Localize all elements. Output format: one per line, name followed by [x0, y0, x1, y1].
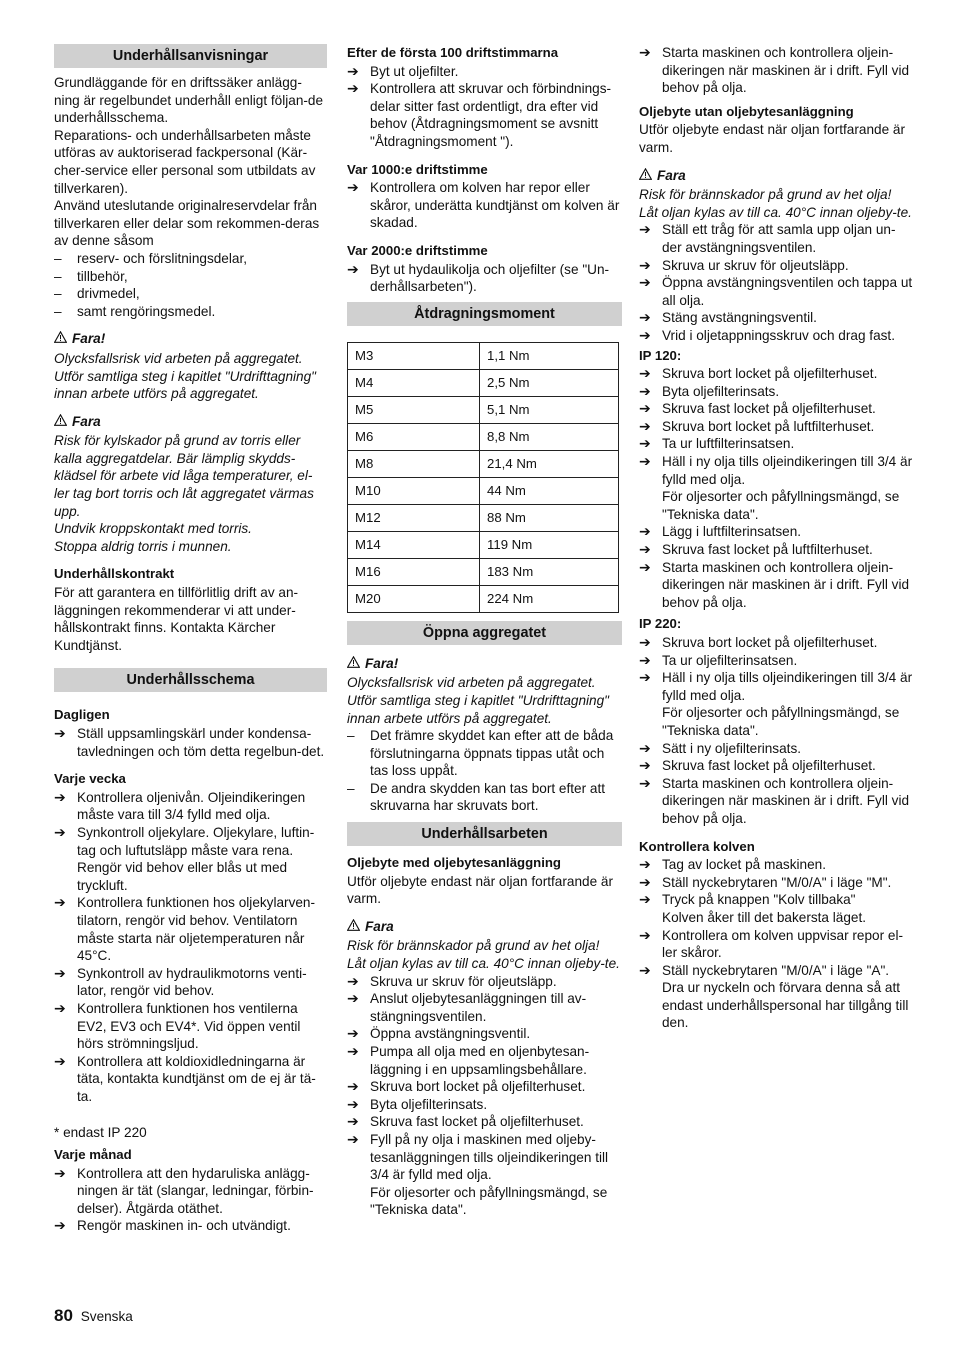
table-row — [348, 531, 619, 558]
warning-title: Fara — [657, 167, 686, 183]
arrow-right-icon: ➔ — [639, 739, 651, 756]
arrow-list-item: ➔ Skruva fast locket på oljefilterhuset. — [639, 757, 876, 774]
arrow-right-icon: ➔ — [347, 179, 359, 196]
oil-change-without-steps — [639, 221, 914, 344]
arrow-right-icon: ➔ — [639, 856, 651, 873]
arrow-right-icon: ➔ — [639, 326, 651, 343]
warning-title: Fara — [365, 918, 394, 934]
warning-icon — [639, 167, 657, 185]
subheading-contract: Underhållskontrakt — [54, 566, 175, 582]
arrow-right-icon: ➔ — [54, 1164, 66, 1181]
warning-heading — [54, 330, 327, 348]
arrow-right-icon: ➔ — [639, 382, 651, 399]
ip220-steps-a — [639, 634, 914, 704]
paragraph: Undvik kroppskontakt med torris. — [54, 521, 252, 537]
arrow-right-icon: ➔ — [639, 435, 651, 452]
arrow-list-item: ➔ Ställ ett tråg för att samla upp oljan un-der avstängningsventilen. — [639, 221, 896, 255]
warning-heading — [54, 413, 327, 431]
torque-table — [347, 342, 619, 613]
arrow-right-icon: ➔ — [639, 44, 651, 60]
table-row — [348, 477, 619, 504]
footnote: * endast IP 220 — [54, 1125, 147, 1141]
arrow-right-icon: ➔ — [54, 823, 66, 840]
thread-size-cell: M16 — [348, 558, 480, 585]
arrow-right-icon: ➔ — [54, 894, 66, 911]
dash-list-item: – reserv- och förslitningsdelar, — [54, 250, 327, 268]
daily-list — [54, 725, 327, 760]
warning-icon — [347, 918, 365, 936]
thread-size-cell: M6 — [348, 423, 480, 450]
arrow-list-item: ➔ Byta oljefilterinsats. — [639, 382, 780, 399]
warning-heading — [347, 655, 622, 673]
arrow-list-item: ➔ Skruva ur skruv för oljeutsläpp. — [347, 972, 557, 989]
h1000-list — [347, 179, 622, 232]
paragraph: Använd uteslutande originalreservdelar från tillverkaren eller delar som rekommen-deras av denne såsom — [54, 198, 320, 249]
arrow-right-icon: ➔ — [639, 309, 651, 326]
arrow-list-item: ➔ Ta ur oljefilterinsatsen. — [639, 651, 798, 668]
ip120-steps-b — [639, 523, 914, 611]
arrow-list-item: ➔ Ställ nyckebrytaren "M/0/A" i läge "M". — [639, 873, 892, 890]
torque-value-cell: 44 Nm — [480, 477, 619, 504]
arrow-right-icon: ➔ — [639, 365, 651, 382]
arrow-right-icon: ➔ — [347, 1025, 359, 1042]
subheading-weekly: Varje vecka — [54, 771, 126, 787]
table-row — [348, 423, 619, 450]
arrow-list-item: ➔ Skruva bort locket på oljefilterhuset. — [639, 365, 878, 382]
arrow-list-item: ➔ Byta oljefilterinsats. — [347, 1095, 488, 1112]
arrow-right-icon: ➔ — [639, 669, 651, 686]
arrow-right-icon: ➔ — [639, 634, 651, 650]
arrow-list-item: ➔ Rengör maskinen in- och utvändigt. — [54, 1217, 291, 1234]
arrow-list-item: ➔ Tag av locket på maskinen. — [639, 856, 826, 873]
thread-size-cell: M4 — [348, 369, 480, 396]
torque-value-cell: 1,1 Nm — [480, 342, 619, 369]
torque-value-cell: 21,4 Nm — [480, 450, 619, 477]
thread-size-cell: M3 — [348, 342, 480, 369]
warning-title: Fara! — [365, 655, 399, 671]
arrow-list-item: ➔ Skruva bort locket på oljefilterhuset. — [347, 1078, 586, 1095]
ip220-steps-b — [639, 740, 914, 828]
arrow-list-item: ➔ Skruva fast locket på oljefilterhuset. — [347, 1113, 584, 1130]
arrow-right-icon: ➔ — [639, 757, 651, 774]
arrow-right-icon: ➔ — [347, 1095, 359, 1112]
subheading-ip120: IP 120: — [639, 347, 682, 363]
warning-icon — [54, 413, 72, 431]
column-1 — [54, 44, 327, 1235]
arrow-list-item: ➔ Vrid i oljetappningsskruv och drag fast. — [639, 326, 895, 343]
table-row — [348, 369, 619, 396]
arrow-list-item: ➔ Kontrollera om kolven har repor eller skåror, underätta kundtjänst om kolven är skadad. — [347, 179, 620, 231]
warning-icon — [347, 655, 365, 673]
arrow-list-item: ➔ Kontrollera funktionen hos oljekylarven-tilatorn, rengör vid behov. Ventilatorn måste starta när oljetemperaturen når 45°C. — [54, 894, 316, 964]
arrow-list-item: ➔ Starta maskinen och kontrollera oljein-dikeringen när maskinen är i drift. Fyll vid behov på olja. — [639, 774, 910, 826]
arrow-right-icon: ➔ — [347, 80, 359, 97]
arrow-right-icon: ➔ — [347, 1113, 359, 1130]
arrow-right-icon: ➔ — [639, 873, 651, 890]
arrow-list-item: ➔ Ställ uppsamlingskärl under kondensa-tavledningen och töm detta regelbun-det. — [54, 725, 325, 759]
table-row — [348, 342, 619, 369]
subheading-2000: Var 2000:e driftstimme — [347, 242, 488, 258]
subheading-oil-change-with: Oljebyte med oljebytesanläggning — [347, 855, 561, 871]
arrow-list-item: ➔ Häll i ny olja tills oljeindikeringen till 3/4 är fylld med olja. — [639, 669, 913, 703]
dash-list-item: – tillbehör, — [54, 268, 327, 286]
warning-heading — [347, 918, 622, 936]
section-header-open-unit: Öppna aggregatet — [347, 621, 622, 645]
ip120-steps-a — [639, 365, 914, 488]
ip220-note: För oljesorter och påfyllningsmängd, se "Tekniska data". — [662, 705, 900, 738]
arrow-right-icon: ➔ — [54, 999, 66, 1016]
torque-value-cell: 8,8 Nm — [480, 423, 619, 450]
arrow-list-item: ➔ Öppna avstängningsventil. — [347, 1025, 531, 1042]
intro-text — [54, 74, 327, 250]
warning-heading — [639, 167, 914, 185]
arrow-right-icon: ➔ — [639, 453, 651, 470]
arrow-right-icon: ➔ — [347, 1130, 359, 1147]
warning-title: Fara! — [72, 331, 106, 347]
arrow-right-icon: ➔ — [347, 1043, 359, 1059]
arrow-right-icon: ➔ — [54, 788, 66, 805]
contract-text: För att garantera en tillförlitlig drift av an-läggningen rekommenderar vi att under-hållskontrakt finns. Kontakta Kärcher Kundtjänst. — [54, 585, 299, 653]
arrow-right-icon: ➔ — [54, 1217, 66, 1234]
dash-list-item: – De andra skydden kan tas bort efter att skruvarna har skruvats bort. — [347, 780, 622, 815]
subheading-first-100: Efter de första 100 driftstimmarna — [347, 45, 559, 60]
thread-size-cell: M14 — [348, 531, 480, 558]
arrow-list-item: ➔ Skruva fast locket på luftfilterhuset. — [639, 541, 873, 558]
arrow-list-item: ➔ Sätt i ny oljefilterinsats. — [639, 739, 802, 756]
torque-value-cell: 224 Nm — [480, 585, 619, 612]
thread-size-cell: M12 — [348, 504, 480, 531]
section-header-torque: Åtdragningsmoment — [347, 302, 622, 326]
section-header-maintenance-schedule: Underhållsschema — [54, 668, 327, 692]
dash-list-item: – samt rengöringsmedel. — [54, 303, 327, 321]
piston-steps-b — [639, 927, 914, 980]
h2000-list — [347, 261, 622, 296]
torque-value-cell: 119 Nm — [480, 531, 619, 558]
subheading-daily: Dagligen — [54, 707, 110, 723]
arrow-right-icon: ➔ — [639, 221, 651, 238]
piston-steps-a — [639, 856, 914, 909]
top-steps — [639, 44, 914, 97]
footer-language: Svenska — [80, 1309, 133, 1324]
arrow-list-item: ➔ Pumpa all olja med en oljenbytesan-läggning i en uppsamlingsbehållare. — [347, 1043, 590, 1077]
arrow-right-icon: ➔ — [639, 926, 651, 943]
arrow-right-icon: ➔ — [639, 417, 651, 434]
arrow-list-item: ➔ Byt ut hydaulikolja och oljefilter (se "Un-derhållsarbeten"). — [347, 260, 610, 295]
arrow-list-item: ➔ Kontrollera funktionen hos ventilerna EV2, EV3 och EV4*. Vid öppen ventil hörs strömningsljud. — [54, 999, 301, 1052]
arrow-right-icon: ➔ — [639, 961, 651, 978]
paragraph: Stoppa aldrig torris i munnen. — [54, 538, 232, 554]
thread-size-cell: M10 — [348, 477, 480, 504]
arrow-list-item: ➔ Synkontroll oljekylare. Oljekylare, luftin-tag och luftutsläpp måste vara rena. Rengör vid behov eller blås ut med tryckluft. — [54, 823, 315, 893]
oil-note: För oljesorter och påfyllningsmängd, se "Tekniska data". — [370, 1184, 608, 1218]
arrow-list-item: ➔ Ställ nyckebrytaren "M/0/A" i läge "A". — [639, 961, 890, 978]
arrow-list-item: ➔ Anslut oljebytesanläggningen till av-stängningsventilen. — [347, 990, 587, 1024]
arrow-list-item: ➔ Tryck på knappen "Kolv tillbaka" — [639, 891, 856, 908]
paragraph: Risk för kylskador på grund av torris eller kalla aggregatdelar. Bär lämplig skydds-klädsel för arbete vid låga temperaturer, el-ler tag bort torris och låt aggregatet värmas upp. — [54, 433, 314, 519]
subheading-oil-change-without: Oljebyte utan oljebytesanläggning — [639, 103, 854, 119]
arrow-list-item: ➔ Synkontroll av hydraulikmotorns venti-lator, rengör vid behov. — [54, 964, 307, 999]
page-footer — [54, 1307, 133, 1326]
arrow-list-item: ➔ Skruva ur skruv för oljeutsläpp. — [639, 256, 849, 273]
parts-list — [54, 250, 327, 320]
torque-value-cell: 183 Nm — [480, 558, 619, 585]
table-row — [348, 558, 619, 585]
arrow-right-icon: ➔ — [639, 256, 651, 273]
dash-list-item: – drivmedel, — [54, 285, 327, 303]
arrow-list-item: ➔ Kontrollera att skruvar och förbindnings-delar sitter fast ordentligt, dra efter vid behov (Åtdragningsmoment se avsnitt "Åtdragningsmoment "). — [347, 80, 612, 149]
arrow-list-item: ➔ Stäng avstängningsventil. — [639, 309, 817, 326]
arrow-list-item: ➔ Ta ur luftfilterinsatsen. — [639, 435, 795, 452]
arrow-right-icon: ➔ — [639, 541, 651, 558]
warning-title: Fara — [72, 413, 101, 429]
table-row — [348, 504, 619, 531]
torque-value-cell: 2,5 Nm — [480, 369, 619, 396]
thread-size-cell: M5 — [348, 396, 480, 423]
piston-note-1: Kolven åker till det bakersta läget. — [662, 909, 867, 925]
page-number: 80 — [54, 1306, 73, 1325]
arrow-list-item: ➔ Öppna avstängningsventilen och tappa ut all olja. — [639, 274, 913, 308]
arrow-right-icon: ➔ — [639, 891, 651, 908]
arrow-right-icon: ➔ — [54, 1052, 66, 1069]
subheading-check-piston: Kontrollera kolven — [639, 838, 755, 854]
arrow-list-item: ➔ Kontrollera att koldioxidledningarna är täta, kontakta kundtjänst om de ej är tä-ta. — [54, 1052, 316, 1104]
oil-change-without-text: Utför oljebyte endast när oljan fortfarande är varm. — [639, 122, 905, 155]
oil-change-with-text: Utför oljebyte endast när oljan fortfarande är varm. — [347, 873, 613, 907]
thread-size-cell: M8 — [348, 450, 480, 477]
arrow-list-item: ➔ Skruva bort locket på oljefilterhuset. — [639, 634, 878, 650]
arrow-right-icon: ➔ — [347, 990, 359, 1007]
warning-text: Olycksfallsrisk vid arbeten på aggregatet. Utför samtliga steg i kapitlet "Urdrifttagning" innan arbete utförs på aggregatet. — [347, 675, 609, 726]
arrow-right-icon: ➔ — [639, 523, 651, 540]
torque-value-cell: 5,1 Nm — [480, 396, 619, 423]
arrow-right-icon: ➔ — [639, 651, 651, 668]
ip120-note: För oljesorter och påfyllningsmängd, se "Tekniska data". — [662, 489, 900, 522]
arrow-right-icon: ➔ — [347, 260, 359, 277]
section-header-maintenance-instructions: Underhållsanvisningar — [54, 44, 327, 68]
paragraph: Reparations- och underhållsarbeten måste utföras av auktoriserad fackpersonal (Kär-cher-service eller personal som utbildats av tillverkaren). — [54, 127, 316, 196]
paragraph: Grundläggande för en driftssäker anlägg-ning är regelbundet underhåll enligt följan-de underhållsschema. — [54, 75, 324, 126]
arrow-list-item: ➔ Kontrollera att den hydaruliska anlägg-ningen är tät (slangar, ledningar, förbin-delser). Åtgärda otäthet. — [54, 1164, 314, 1216]
column-2 — [347, 44, 622, 1219]
torque-value-cell: 88 Nm — [480, 504, 619, 531]
warning-text: Risk för brännskador på grund av het olja! Låt oljan kylas av till ca. 40°C innan oljeby-te. — [347, 938, 620, 972]
arrow-right-icon: ➔ — [639, 274, 651, 291]
dash-list-item: – Det främre skyddet kan efter att de båda förslutningarna öppnats tippas utåt och tas loss uppåt. — [347, 727, 622, 780]
arrow-right-icon: ➔ — [639, 558, 651, 575]
arrow-right-icon: ➔ — [347, 1078, 359, 1095]
arrow-right-icon: ➔ — [639, 400, 651, 417]
open-steps-list — [347, 727, 622, 815]
arrow-list-item: ➔ Kontrollera om kolven uppvisar repor el-ler skåror. — [639, 926, 904, 961]
arrow-right-icon: ➔ — [347, 62, 359, 79]
arrow-list-item: ➔ Fyll på ny olja i maskinen med oljeby-tesanläggningen tills oljeindikeringen till 3/4 är fylld med olja. — [347, 1130, 609, 1183]
arrow-list-item: ➔ Skruva fast locket på oljefilterhuset. — [639, 400, 876, 417]
first100-list — [347, 63, 622, 151]
arrow-list-item: ➔ Skruva bort locket på luftfilterhuset. — [639, 417, 875, 434]
oil-change-with-steps — [347, 973, 622, 1184]
arrow-list-item: ➔ Byt ut oljefilter. — [347, 62, 459, 79]
arrow-list-item: ➔ Häll i ny olja tills oljeindikeringen till 3/4 är fylld med olja. — [639, 453, 913, 487]
table-row — [348, 450, 619, 477]
piston-note-2: Dra ur nyckeln och förvara denna så att endast underhållspersonal har tillgång till den. — [662, 980, 909, 1031]
arrow-right-icon: ➔ — [54, 964, 66, 981]
arrow-right-icon: ➔ — [54, 725, 66, 741]
monthly-list — [54, 1165, 327, 1235]
arrow-list-item: ➔ Lägg i luftfilterinsatsen. — [639, 523, 802, 540]
arrow-list-item: ➔ Starta maskinen och kontrollera oljein-dikeringen när maskinen är i drift. Fyll vid behov på olja. — [639, 558, 910, 610]
arrow-right-icon: ➔ — [347, 972, 359, 989]
table-row — [348, 396, 619, 423]
warning-text — [54, 432, 327, 555]
warning-text: Olycksfallsrisk vid arbeten på aggregatet. Utför samtliga steg i kapitlet "Urdrifttagning" innan arbete utförs på aggregatet. — [54, 350, 316, 402]
subheading-monthly: Varje månad — [54, 1147, 132, 1163]
weekly-list — [54, 789, 327, 1106]
thread-size-cell: M20 — [348, 585, 480, 612]
subheading-1000: Var 1000:e driftstimme — [347, 161, 488, 177]
column-3 — [639, 44, 914, 1032]
table-row — [348, 585, 619, 612]
warning-icon — [54, 330, 72, 348]
arrow-right-icon: ➔ — [639, 774, 651, 791]
arrow-list-item: ➔ Kontrollera oljenivån. Oljeindikeringen måste vara till 3/4 fylld med olja. — [54, 788, 306, 823]
subheading-ip220: IP 220: — [639, 616, 682, 632]
warning-text: Risk för brännskador på grund av het olja! Låt oljan kylas av till ca. 40°C innan oljeby-te. — [639, 187, 912, 220]
section-header-maintenance-work: Underhållsarbeten — [347, 822, 622, 846]
arrow-list-item: ➔ Starta maskinen och kontrollera oljein-dikeringen när maskinen är i drift. Fyll vid behov på olja. — [639, 44, 910, 96]
